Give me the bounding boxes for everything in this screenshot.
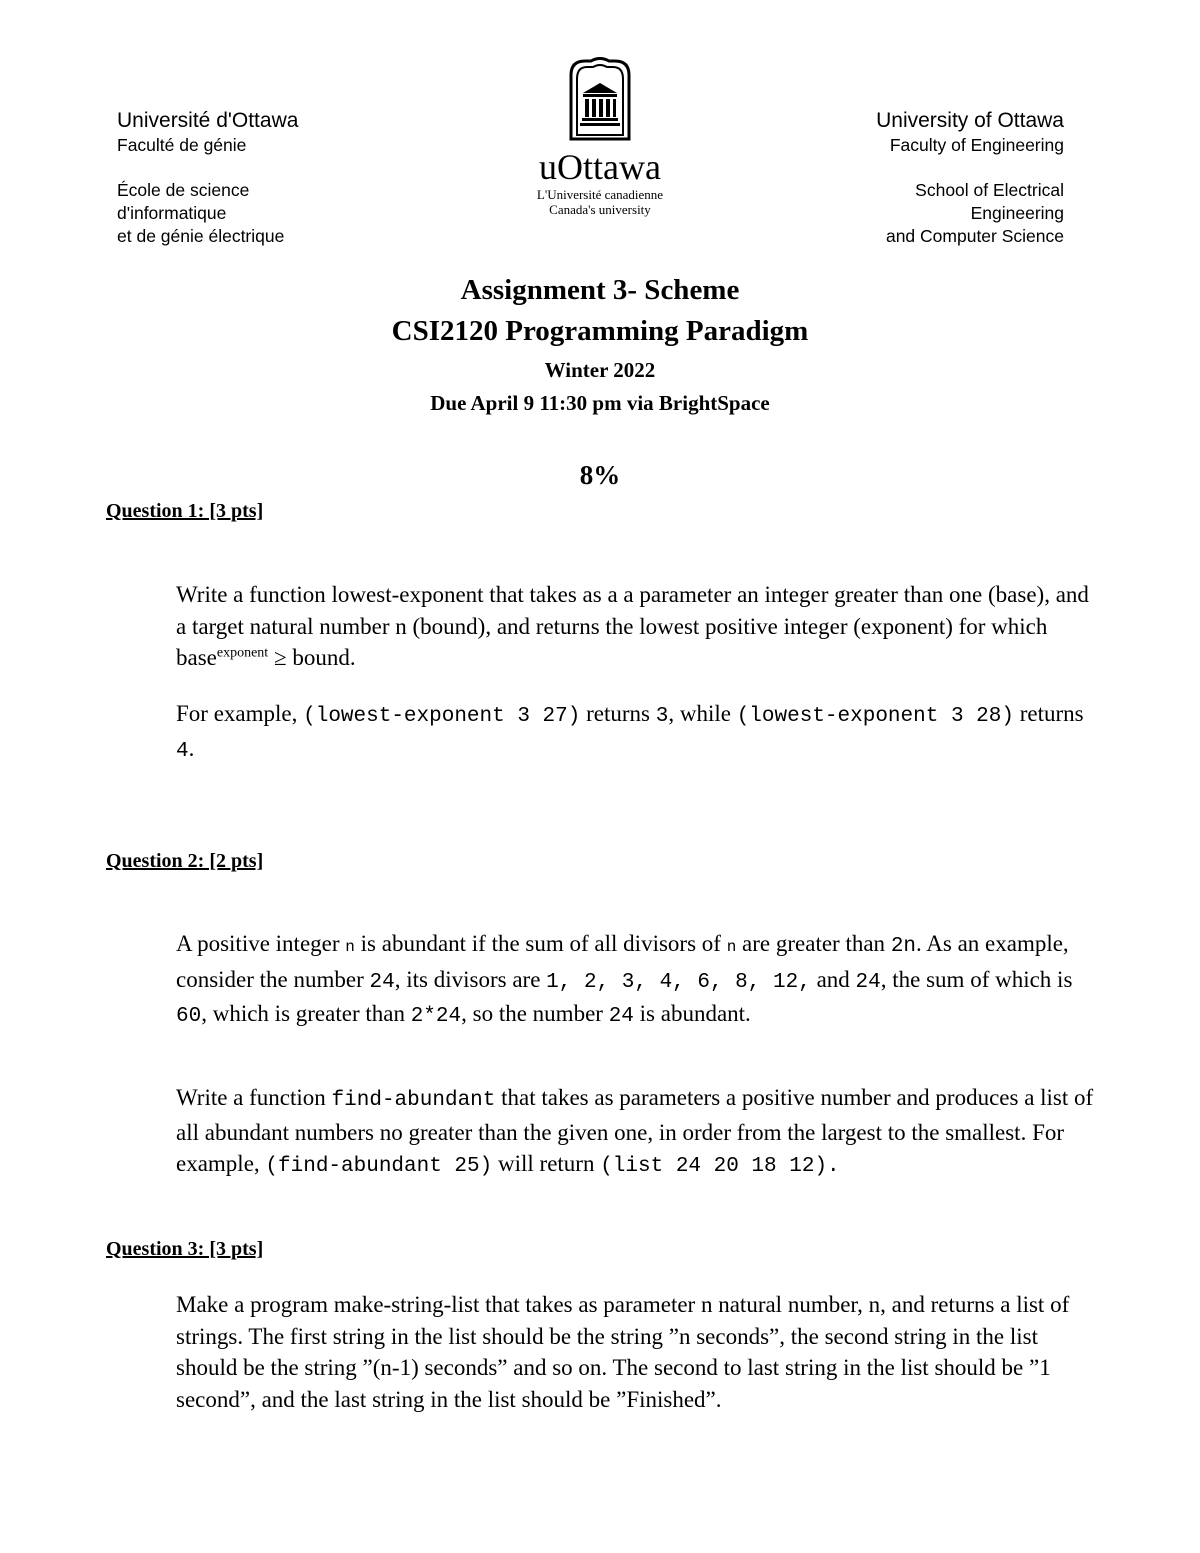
school-name-fr-line3: et de génie électrique	[117, 226, 285, 246]
faculty-name-en: Faculty of Engineering	[889, 135, 1064, 155]
school-name-en-line2: Engineering	[970, 203, 1064, 223]
q2-text: are greater than	[736, 931, 891, 956]
school-name-fr-line2: d'informatique	[117, 203, 227, 223]
course-title: CSI2120 Programming Paradigm	[391, 315, 809, 347]
q2-text: is abundant.	[633, 1001, 751, 1026]
q1-example-text: For example,	[176, 701, 304, 726]
q2-text: will return	[492, 1151, 601, 1176]
q2-code: 24	[369, 970, 395, 994]
q1-code-call-1: (lowest-exponent 3 27)	[303, 705, 581, 728]
q2-text: . As an example, consider the number	[176, 931, 1069, 992]
school-name-en-line1: School of Electrical	[915, 180, 1064, 200]
q2-code-call: (find-abundant 25)	[265, 1155, 493, 1178]
q2-code-function-name: find-abundant	[331, 1089, 496, 1112]
q2-code: 24	[855, 970, 881, 994]
q1-superscript: exponent	[216, 645, 269, 661]
university-name-fr: Université d'Ottawa	[117, 109, 299, 132]
q2-code: 24	[608, 1005, 634, 1028]
school-name-fr-line1: École de science	[117, 180, 250, 200]
q1-example-text: .	[188, 735, 195, 761]
university-name-en: University of Ottawa	[876, 109, 1064, 132]
question-2-paragraph-2	[176, 1082, 1096, 1183]
q2-text: that takes as parameters a positive number and produces a list of all abundant numbers no greater than the given one, in order from the largest to the smallest. For example,	[176, 1085, 1094, 1176]
q2-code: 60	[176, 1005, 202, 1028]
q2-text: , which is greater than	[201, 1001, 411, 1026]
q1-text-end: ≥ bound.	[268, 645, 356, 670]
question-1-heading: Question 1: [3 pts]	[106, 500, 264, 522]
q1-text: Write a function lowest-exponent that takes as a a parameter an integer greater than one (base), and a target natural number n (bound), and returns the lowest positive integer (exponent) for which base	[176, 582, 1089, 670]
q2-code: 2n	[890, 935, 917, 958]
logo-tagline-fr: L'Université canadienne	[536, 187, 664, 202]
header-left-block	[117, 108, 437, 248]
q1-example-text: returns	[1013, 701, 1084, 726]
assignment-title: Assignment 3- Scheme	[460, 274, 740, 306]
logo-wordmark: uOttawa	[539, 147, 661, 187]
q2-text: is abundant if the sum of all divisors of	[354, 931, 727, 956]
due-date-label: Due April 9 11:30 pm via BrightSpace	[430, 391, 770, 415]
question-2-paragraph-1	[176, 928, 1096, 1033]
question-1-paragraph-2	[176, 698, 1096, 767]
q1-code-result-2: 4	[176, 739, 189, 763]
term-label: Winter 2022	[544, 358, 656, 382]
question-1-paragraph-1	[176, 579, 1096, 674]
q2-code: n	[726, 938, 737, 956]
question-3-paragraph-1: Make a program make-string-list that takes as parameter n natural number, n, and returns a list of strings. The first string in the list should be the string ”n seconds”, the second string in the list should be the string ”(n-1) seconds” and so on. The second to last string in the list should be ”1 second”, and the last string in the list should be ”Finished”.	[176, 1292, 1070, 1412]
q2-text: A positive integer	[176, 931, 346, 956]
uottawa-logo	[500, 55, 700, 217]
q2-code: n	[345, 938, 355, 956]
q2-text: , so the number	[461, 1001, 609, 1026]
q2-code-result: (list 24 20 18 12).	[600, 1155, 840, 1178]
school-name-en-line3: and Computer Science	[885, 226, 1064, 246]
faculty-name-fr: Faculté de génie	[117, 135, 247, 155]
q1-code-call-2: (lowest-exponent 3 28)	[736, 705, 1014, 728]
header-right-block	[744, 108, 1064, 248]
q2-code: 2*24	[410, 1005, 462, 1028]
q2-code-divisors: 1, 2, 3, 4, 6, 8, 12,	[546, 970, 811, 994]
weight-label: 8%	[579, 460, 621, 490]
q2-text: and	[810, 966, 856, 992]
q1-example-text: returns	[580, 701, 656, 726]
logo-tagline-en: Canada's university	[549, 202, 651, 217]
q1-example-text: , while	[668, 701, 737, 726]
q2-text: , its divisors are	[394, 966, 547, 992]
question-2-heading: Question 2: [2 pts]	[106, 850, 264, 872]
q1-code-result-1: 3	[655, 705, 669, 728]
q2-text: , the sum of which is	[880, 966, 1073, 992]
question-3-heading: Question 3: [3 pts]	[106, 1238, 264, 1260]
q2-text: Write a function	[176, 1085, 332, 1110]
university-building-icon	[563, 55, 637, 141]
